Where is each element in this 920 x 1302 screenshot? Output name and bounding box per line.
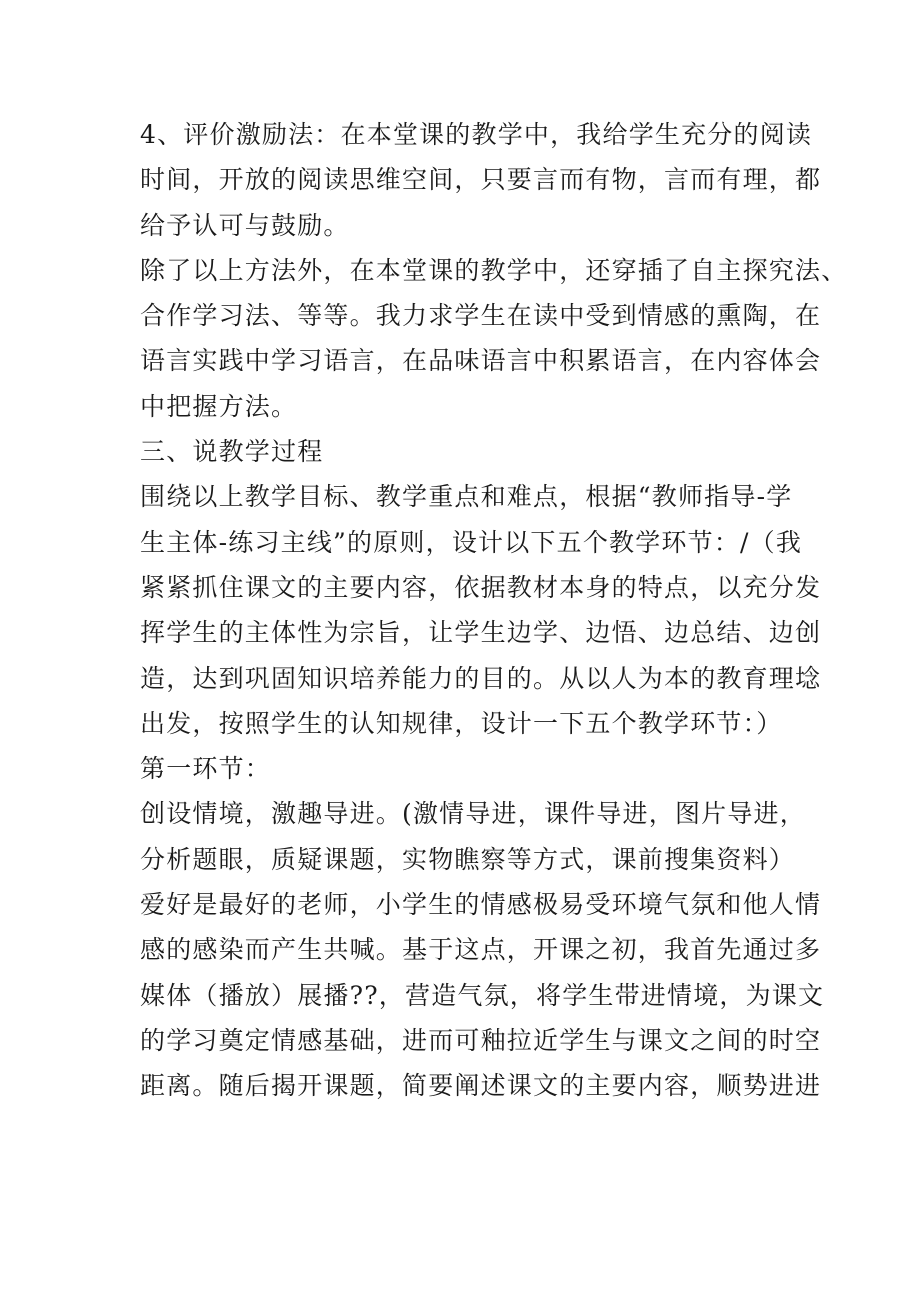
text-line: 媒体（播放）展播??，营造气氛，将学生带进情境，为课文 [140, 980, 825, 1010]
document-body [140, 112, 848, 1109]
text-line: 4、评价激励法：在本堂课的教学中，我给学生充分的阅读 [140, 120, 813, 149]
text-line: 给予认可与鼓励。 [140, 210, 350, 240]
text-line: 除了以上方法外，在本堂课的教学中，还穿插了自主探究法、 [140, 255, 848, 285]
text-line: 语言实践中学习语言，在品味语言中积累语言，在内容体会 [140, 346, 822, 376]
text-line: 紧紧抓住课文的主要内容，依据教材本身的特点，以充分发 [140, 572, 822, 602]
text-line: 距离。随后揭开课题，简要阐述课文的主要内容，顺势进进 [140, 1071, 822, 1101]
text-line: 中把握方法。 [140, 391, 298, 421]
text-line: 时间，开放的阅读思维空间，只要言而有物，言而有理，都 [140, 165, 822, 195]
text-line: 挥学生的主体性为宗旨，让学生边学、边悟、边总结、边创 [140, 618, 822, 648]
text-line: 感的感染而产生共喊。基于这点，开课之初，我首先通过多 [140, 935, 822, 965]
subsection-heading: 第一环节： [140, 754, 272, 784]
text-line: 合作学习法、等等。我力求学生在读中受到情感的熏陶，在 [140, 301, 822, 331]
text-line: 生主体-练习主线”的原则，设计以下五个教学环节：/（我 [140, 527, 803, 557]
section-heading: 三、说教学过程 [140, 437, 324, 467]
text-line: 出发，按照学生的认知规律，设计一下五个教学环节：） [140, 708, 783, 738]
text-line: 围绕以上教学目标、教学重点和难点，根据“教师指导-学 [140, 482, 793, 512]
text-line: 爱好是最好的老师，小学生的情感极易受环境气氛和他人情 [140, 890, 822, 920]
text-line: 创设情境，激趣导进。(激情导进，课件导进，图片导进， [140, 799, 806, 829]
text-line: 的学习奠定情感基础，进而可釉拉近学生与课文之间的时空 [140, 1025, 822, 1055]
text-line: 造，达到巩固知识培养能力的目的。从以人为本的教育理埝 [140, 663, 822, 693]
text-line: 分析题眼，质疑课题，实物瞧察等方式，课前搜集资料） [140, 844, 796, 874]
